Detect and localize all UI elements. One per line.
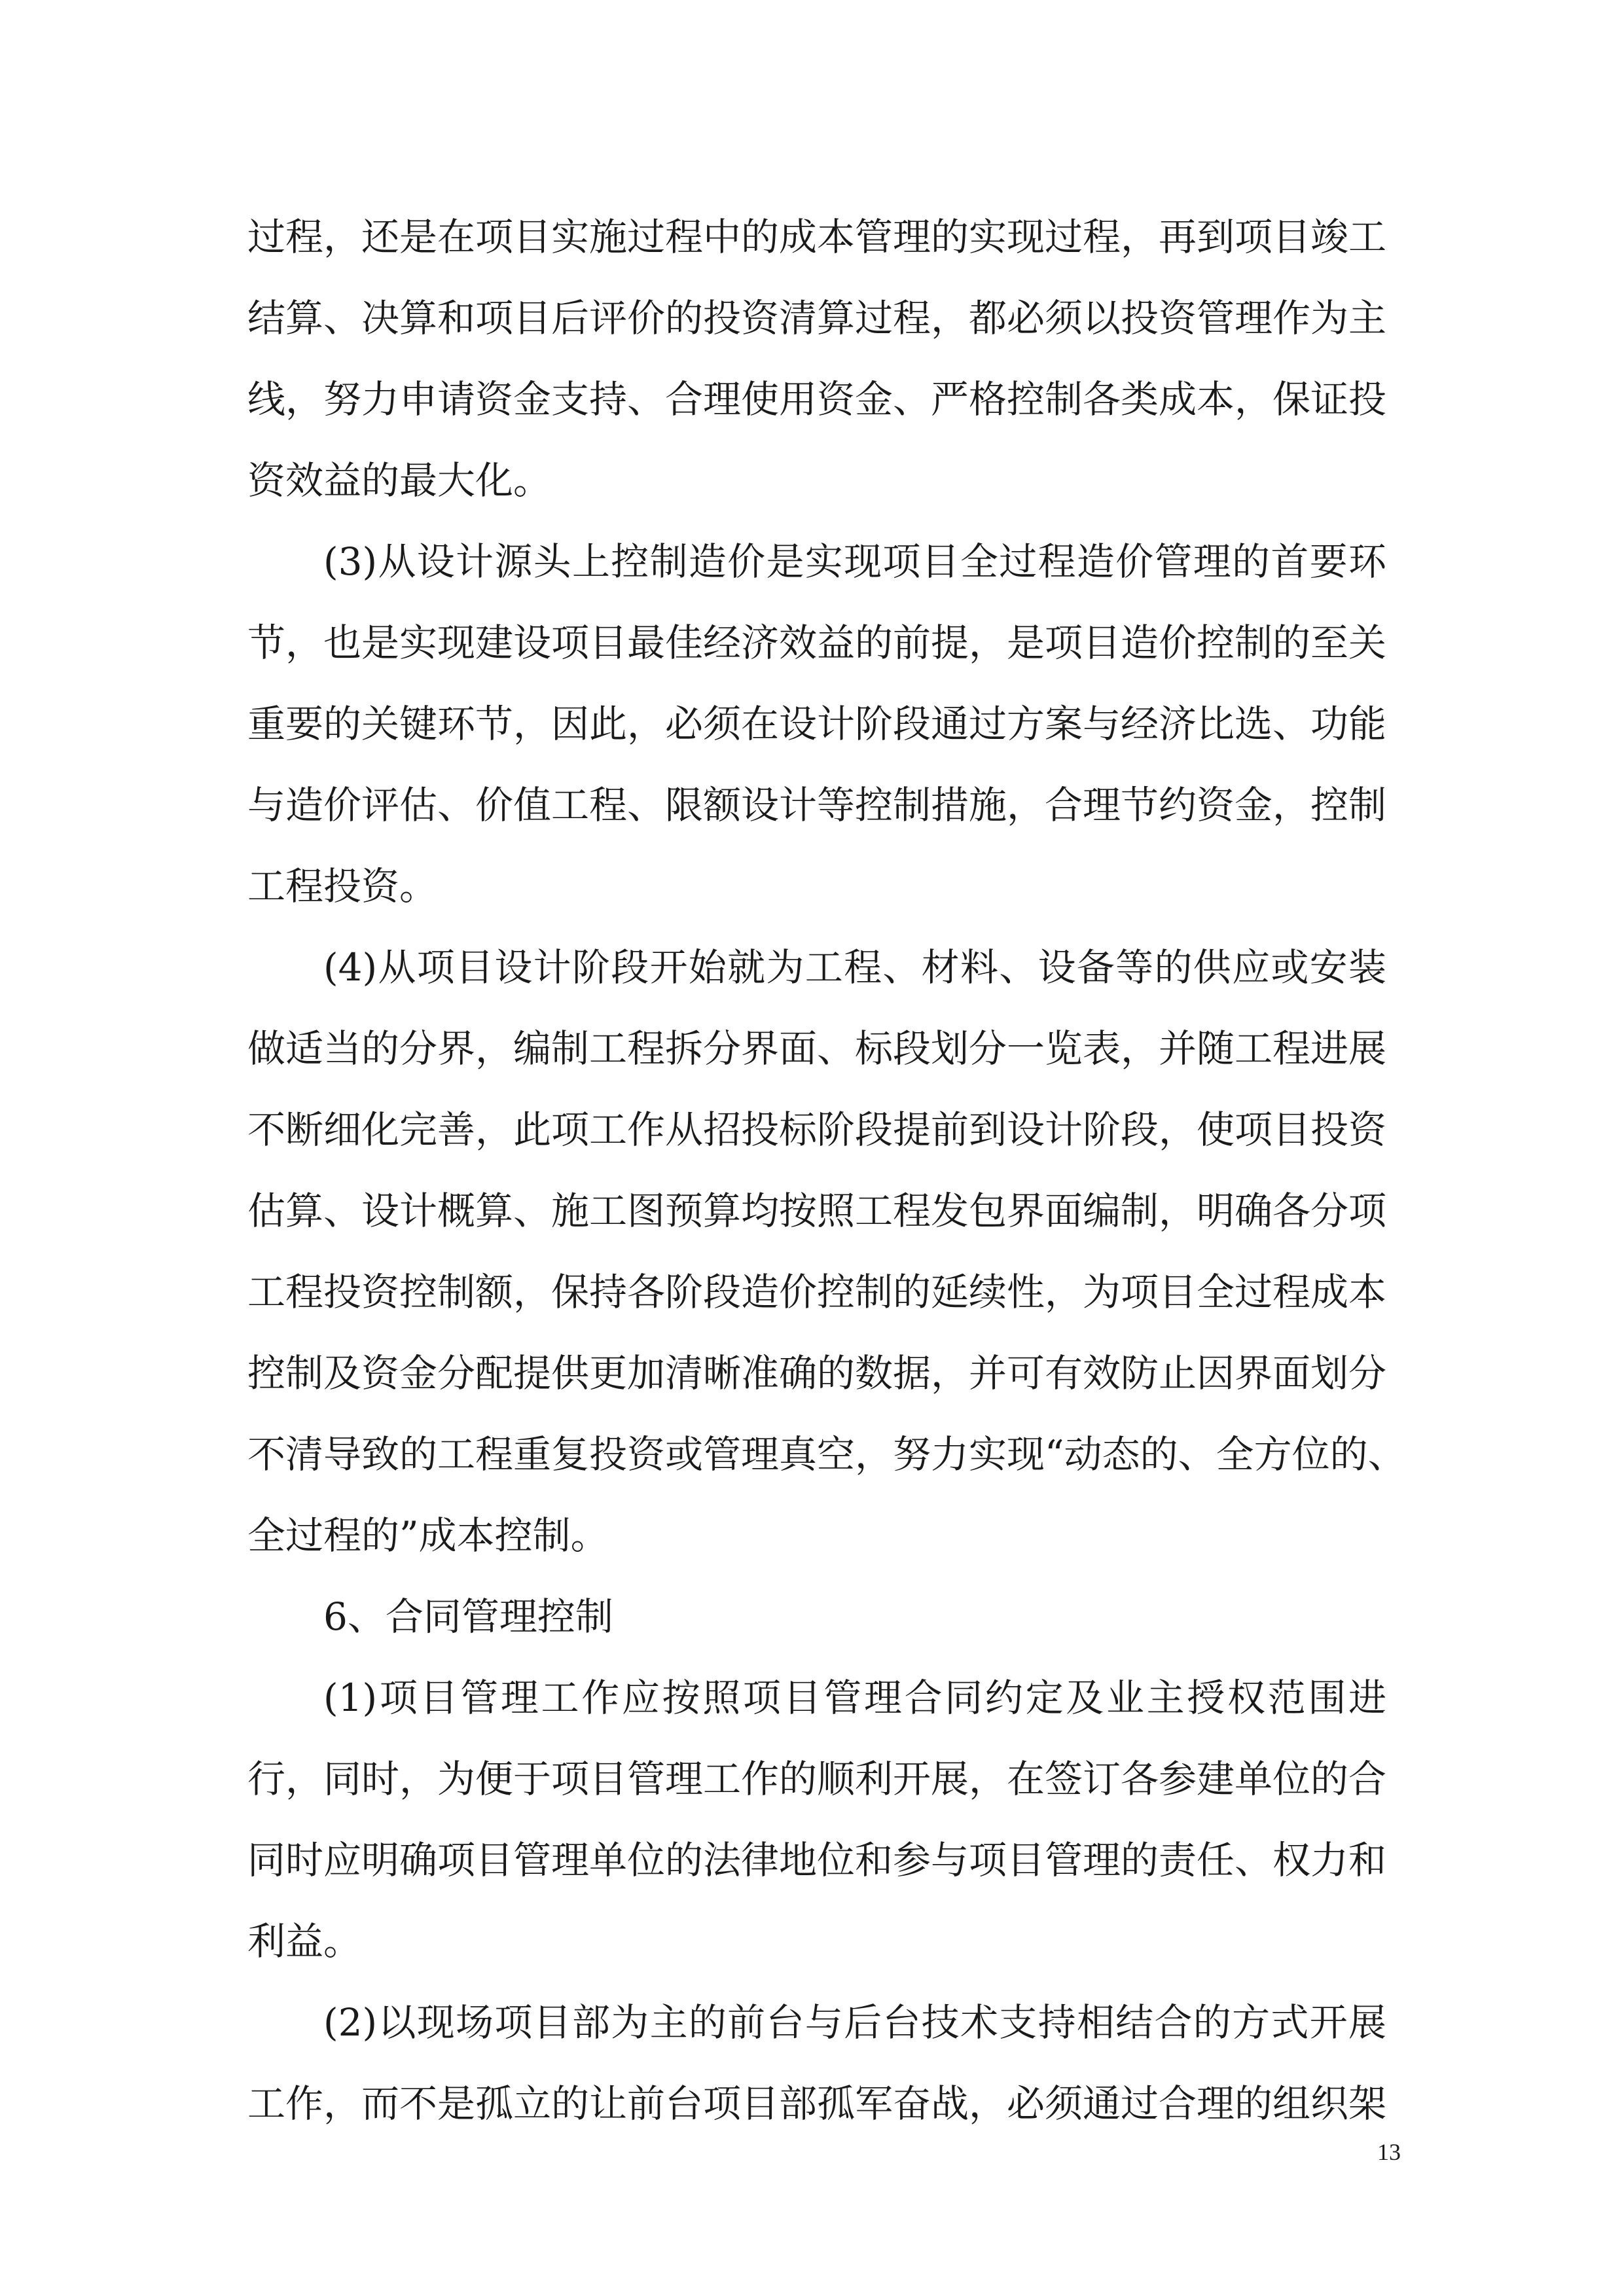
text-line: 节，也是实现建设项目最佳经济效益的前提，是项目造价控制的至关: [247, 620, 1387, 665]
text-line: (4)从项目设计阶段开始就为工程、材料、设备等的供应或安装: [323, 945, 1386, 990]
page-number: 13: [1377, 2139, 1401, 2165]
text-line: (1)项目管理工作应按照项目管理合同约定及业主授权范围进: [323, 1676, 1386, 1720]
text-line: (3)从设计源头上控制造价是实现项目全过程造价管理的首要环: [323, 539, 1386, 584]
text-line: 全过程的”成本控制。: [247, 1513, 609, 1558]
document-body: [247, 196, 1406, 2144]
text-line: 工程投资控制额，保持各阶段造价控制的延续性，为项目全过程成本: [247, 1270, 1387, 1314]
text-line: 工作，而不是孤立的让前台项目部孤军奋战，必须通过合理的组织架: [247, 2081, 1387, 2126]
text-line: 过程，还是在项目实施过程中的成本管理的实现过程，再到项目竣工: [247, 215, 1387, 259]
section-heading: 6、合同管理控制: [323, 1594, 613, 1639]
text-line: 利益。: [247, 1919, 362, 1964]
text-line: 资效益的最大化。: [247, 458, 552, 503]
text-line: 结算、决算和项目后评价的投资清算过程，都必须以投资管理作为主: [247, 296, 1387, 340]
text-line: 重要的关键环节，因此，必须在设计阶段通过方案与经济比选、功能: [247, 702, 1387, 746]
text-line: 控制及资金分配提供更加清晰准确的数据，并可有效防止因界面划分: [247, 1351, 1387, 1395]
text-line: 估算、设计概算、施工图预算均按照工程发包界面编制，明确各分项: [247, 1189, 1387, 1233]
text-line: 不断细化完善，此项工作从招投标阶段提前到设计阶段，使项目投资: [247, 1107, 1387, 1152]
text-line: 线，努力申请资金支持、合理使用资金、严格控制各类成本，保证投: [247, 377, 1387, 422]
text-line: 不清导致的工程重复投资或管理真空，努力实现“动态的、全方位的、: [247, 1432, 1406, 1477]
text-line: 行，同时，为便于项目管理工作的顺利开展，在签订各参建单位的合: [247, 1757, 1387, 1801]
text-line: 工程投资。: [247, 864, 438, 908]
text-line: 做适当的分界，编制工程拆分界面、标段划分一览表，并随工程进展: [247, 1026, 1387, 1071]
text-line: 同时应明确项目管理单位的法律地位和参与项目管理的责任、权力和: [247, 1838, 1387, 1882]
text-line: (2)以现场项目部为主的前台与后台技术支持相结合的方式开展: [323, 2000, 1386, 2045]
text-line: 与造价评估、价值工程、限额设计等控制措施，合理节约资金，控制: [247, 783, 1387, 827]
